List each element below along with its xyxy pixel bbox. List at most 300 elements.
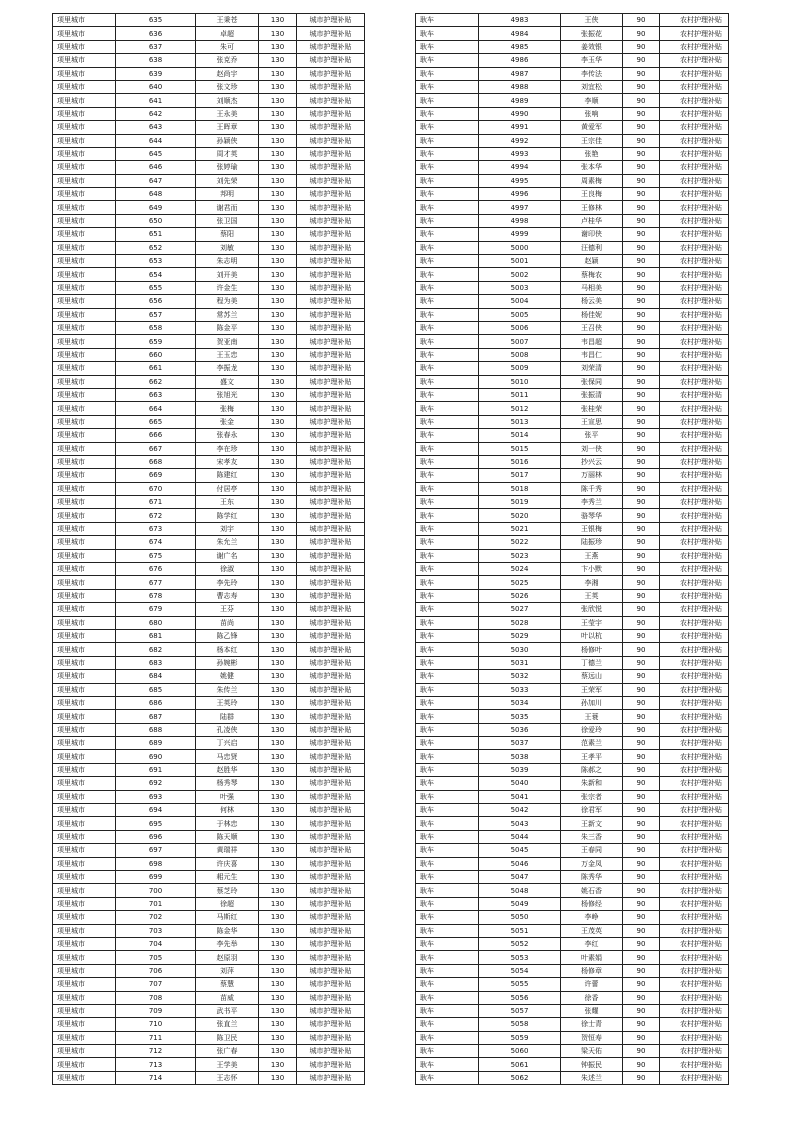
region-cell: 耿车	[416, 871, 479, 884]
number-cell: 641	[116, 94, 196, 107]
table-row	[416, 161, 729, 174]
region-cell: 耿车	[416, 469, 479, 482]
number-cell: 5035	[479, 710, 561, 723]
table-row	[416, 629, 729, 642]
amount-cell: 130	[259, 710, 297, 723]
region-cell: 耿车	[416, 1045, 479, 1058]
subsidy-type-cell: 农村护理补贴	[660, 844, 729, 857]
table-row	[53, 951, 365, 964]
number-cell: 5055	[479, 978, 561, 991]
region-cell: 项里城市	[53, 228, 116, 241]
name-cell: 何林	[196, 804, 259, 817]
name-cell: 王宗佳	[561, 134, 623, 147]
table-row	[53, 241, 365, 254]
region-cell: 项里城市	[53, 1058, 116, 1071]
number-cell: 5026	[479, 589, 561, 602]
region-cell: 耿车	[416, 388, 479, 401]
number-cell: 4987	[479, 67, 561, 80]
table-row	[416, 14, 729, 27]
name-cell: 蔡慧	[196, 978, 259, 991]
table-row	[416, 335, 729, 348]
amount-cell: 90	[623, 696, 660, 709]
number-cell: 5050	[479, 911, 561, 924]
subsidy-type-cell: 城市护理补贴	[297, 1071, 365, 1084]
amount-cell: 90	[623, 80, 660, 93]
region-cell: 耿车	[416, 255, 479, 268]
subsidy-type-cell: 农村护理补贴	[660, 54, 729, 67]
region-cell: 项里城市	[53, 576, 116, 589]
subsidy-type-cell: 农村护理补贴	[660, 201, 729, 214]
table-row	[53, 281, 365, 294]
subsidy-type-cell: 农村护理补贴	[660, 683, 729, 696]
subsidy-type-cell: 城市护理补贴	[297, 576, 365, 589]
table-row	[416, 348, 729, 361]
region-cell: 项里城市	[53, 281, 116, 294]
name-cell: 张直兰	[196, 1018, 259, 1031]
region-cell: 项里城市	[53, 871, 116, 884]
region-cell: 项里城市	[53, 94, 116, 107]
number-cell: 635	[116, 14, 196, 27]
name-cell: 徐君军	[561, 804, 623, 817]
table-row	[416, 710, 729, 723]
subsidy-type-cell: 城市护理补贴	[297, 589, 365, 602]
amount-cell: 130	[259, 951, 297, 964]
number-cell: 5009	[479, 362, 561, 375]
name-cell: 王孝平	[561, 750, 623, 763]
amount-cell: 90	[623, 268, 660, 281]
region-cell: 耿车	[416, 1018, 479, 1031]
subsidy-type-cell: 城市护理补贴	[297, 295, 365, 308]
amount-cell: 130	[259, 415, 297, 428]
table-row	[53, 536, 365, 549]
amount-cell: 130	[259, 937, 297, 950]
amount-cell: 130	[259, 281, 297, 294]
name-cell: 马相美	[561, 281, 623, 294]
region-cell: 耿车	[416, 750, 479, 763]
amount-cell: 130	[259, 509, 297, 522]
region-cell: 耿车	[416, 737, 479, 750]
name-cell: 卞小默	[561, 563, 623, 576]
region-cell: 项里城市	[53, 335, 116, 348]
amount-cell: 130	[259, 763, 297, 776]
name-cell: 李玉华	[561, 54, 623, 67]
subsidy-type-cell: 农村护理补贴	[660, 174, 729, 187]
region-cell: 项里城市	[53, 469, 116, 482]
name-cell: 叶以杭	[561, 629, 623, 642]
table-row	[53, 321, 365, 334]
region-cell: 项里城市	[53, 308, 116, 321]
region-cell: 项里城市	[53, 777, 116, 790]
name-cell: 张欣悦	[561, 603, 623, 616]
table-row	[416, 911, 729, 924]
name-cell: 王召侠	[561, 321, 623, 334]
amount-cell: 130	[259, 14, 297, 27]
subsidy-type-cell: 农村护理补贴	[660, 94, 729, 107]
amount-cell: 90	[623, 830, 660, 843]
subsidy-type-cell: 农村护理补贴	[660, 362, 729, 375]
region-cell: 耿车	[416, 589, 479, 602]
region-cell: 项里城市	[53, 696, 116, 709]
table-row	[416, 415, 729, 428]
name-cell: 蔡梅农	[561, 268, 623, 281]
region-cell: 项里城市	[53, 603, 116, 616]
table-row	[53, 563, 365, 576]
amount-cell: 130	[259, 737, 297, 750]
subsidy-type-cell: 城市护理补贴	[297, 536, 365, 549]
table-row	[53, 134, 365, 147]
subsidy-type-cell: 城市护理补贴	[297, 268, 365, 281]
table-row	[53, 1004, 365, 1017]
region-cell: 耿车	[416, 683, 479, 696]
region-cell: 项里城市	[53, 375, 116, 388]
table-row	[416, 576, 729, 589]
number-cell: 704	[116, 937, 196, 950]
name-cell: 赵胜华	[196, 763, 259, 776]
subsidy-type-cell: 城市护理补贴	[297, 107, 365, 120]
number-cell: 5062	[479, 1071, 561, 1084]
amount-cell: 90	[623, 348, 660, 361]
number-cell: 4985	[479, 40, 561, 53]
region-cell: 耿车	[416, 161, 479, 174]
subsidy-type-cell: 农村护理补贴	[660, 241, 729, 254]
amount-cell: 130	[259, 522, 297, 535]
amount-cell: 90	[623, 362, 660, 375]
amount-cell: 90	[623, 549, 660, 562]
subsidy-type-cell: 农村护理补贴	[660, 388, 729, 401]
region-cell: 耿车	[416, 442, 479, 455]
amount-cell: 90	[623, 911, 660, 924]
number-cell: 673	[116, 522, 196, 535]
name-cell: 丁德兰	[561, 656, 623, 669]
table-row	[53, 670, 365, 683]
number-cell: 644	[116, 134, 196, 147]
amount-cell: 130	[259, 683, 297, 696]
amount-cell: 90	[623, 174, 660, 187]
name-cell: 张梅	[196, 402, 259, 415]
region-cell: 项里城市	[53, 723, 116, 736]
number-cell: 637	[116, 40, 196, 53]
name-cell: 范素兰	[561, 737, 623, 750]
name-cell: 盛文	[196, 375, 259, 388]
table-row	[53, 1045, 365, 1058]
subsidy-type-cell: 城市护理补贴	[297, 603, 365, 616]
number-cell: 698	[116, 857, 196, 870]
table-row	[416, 1058, 729, 1071]
amount-cell: 130	[259, 67, 297, 80]
name-cell: 刘敏	[196, 241, 259, 254]
region-cell: 项里城市	[53, 121, 116, 134]
number-cell: 677	[116, 576, 196, 589]
table-row	[53, 429, 365, 442]
name-cell: 孔凌侠	[196, 723, 259, 736]
number-cell: 676	[116, 563, 196, 576]
table-row	[416, 656, 729, 669]
region-cell: 项里城市	[53, 937, 116, 950]
number-cell: 5040	[479, 777, 561, 790]
name-cell: 刘荣清	[561, 362, 623, 375]
number-cell: 667	[116, 442, 196, 455]
number-cell: 683	[116, 656, 196, 669]
name-cell: 张春永	[196, 429, 259, 442]
name-cell: 钟振民	[561, 1058, 623, 1071]
name-cell: 朱传兰	[196, 683, 259, 696]
amount-cell: 90	[623, 402, 660, 415]
amount-cell: 90	[623, 643, 660, 656]
region-cell: 项里城市	[53, 268, 116, 281]
table-row	[53, 616, 365, 629]
subsidy-type-cell: 城市护理补贴	[297, 978, 365, 991]
name-cell: 王银梅	[561, 522, 623, 535]
number-cell: 5013	[479, 415, 561, 428]
table-row	[416, 804, 729, 817]
region-cell: 项里城市	[53, 482, 116, 495]
number-cell: 642	[116, 107, 196, 120]
table-row	[53, 643, 365, 656]
region-cell: 耿车	[416, 522, 479, 535]
amount-cell: 130	[259, 295, 297, 308]
amount-cell: 130	[259, 964, 297, 977]
number-cell: 5053	[479, 951, 561, 964]
amount-cell: 90	[623, 817, 660, 830]
subsidy-type-cell: 农村护理补贴	[660, 522, 729, 535]
number-cell: 655	[116, 281, 196, 294]
number-cell: 640	[116, 80, 196, 93]
subsidy-type-cell: 农村护理补贴	[660, 442, 729, 455]
subsidy-type-cell: 农村护理补贴	[660, 496, 729, 509]
region-cell: 项里城市	[53, 201, 116, 214]
region-cell: 项里城市	[53, 1031, 116, 1044]
region-cell: 项里城市	[53, 670, 116, 683]
subsidy-type-cell: 农村护理补贴	[660, 576, 729, 589]
name-cell: 王良梅	[561, 188, 623, 201]
table-row	[416, 429, 729, 442]
subsidy-type-cell: 城市护理补贴	[297, 696, 365, 709]
amount-cell: 130	[259, 94, 297, 107]
amount-cell: 130	[259, 790, 297, 803]
amount-cell: 90	[623, 710, 660, 723]
amount-cell: 130	[259, 147, 297, 160]
name-cell: 王英玲	[196, 696, 259, 709]
name-cell: 张平	[561, 429, 623, 442]
number-cell: 689	[116, 737, 196, 750]
name-cell: 宋孝友	[196, 455, 259, 468]
amount-cell: 90	[623, 335, 660, 348]
number-cell: 648	[116, 188, 196, 201]
number-cell: 5016	[479, 455, 561, 468]
table-row	[53, 80, 365, 93]
number-cell: 684	[116, 670, 196, 683]
table-row	[53, 857, 365, 870]
amount-cell: 130	[259, 589, 297, 602]
subsidy-type-cell: 农村护理补贴	[660, 402, 729, 415]
table-row	[53, 750, 365, 763]
region-cell: 耿车	[416, 147, 479, 160]
amount-cell: 130	[259, 563, 297, 576]
table-row	[53, 696, 365, 709]
name-cell: 王志怀	[196, 1071, 259, 1084]
table-row	[416, 670, 729, 683]
subsidy-type-cell: 城市护理补贴	[297, 147, 365, 160]
table-row	[53, 549, 365, 562]
region-cell: 耿车	[416, 777, 479, 790]
region-cell: 耿车	[416, 174, 479, 187]
subsidy-type-cell: 农村护理补贴	[660, 656, 729, 669]
number-cell: 661	[116, 362, 196, 375]
subsidy-type-cell: 农村护理补贴	[660, 763, 729, 776]
region-cell: 耿车	[416, 603, 479, 616]
region-cell: 项里城市	[53, 455, 116, 468]
name-cell: 王燕	[561, 549, 623, 562]
subsidy-type-cell: 城市护理补贴	[297, 27, 365, 40]
table-row	[53, 830, 365, 843]
table-row	[416, 469, 729, 482]
number-cell: 5028	[479, 616, 561, 629]
subsidy-type-cell: 农村护理补贴	[660, 857, 729, 870]
number-cell: 5042	[479, 804, 561, 817]
subsidy-type-cell: 城市护理补贴	[297, 790, 365, 803]
region-cell: 耿车	[416, 978, 479, 991]
number-cell: 706	[116, 964, 196, 977]
number-cell: 5003	[479, 281, 561, 294]
table-row	[53, 817, 365, 830]
amount-cell: 130	[259, 335, 297, 348]
subsidy-type-cell: 城市护理补贴	[297, 710, 365, 723]
table-row	[53, 603, 365, 616]
region-cell: 耿车	[416, 308, 479, 321]
region-cell: 耿车	[416, 1071, 479, 1084]
name-cell: 邦明	[196, 188, 259, 201]
name-cell: 张本华	[561, 161, 623, 174]
subsidy-type-cell: 农村护理补贴	[660, 308, 729, 321]
subsidy-type-cell: 农村护理补贴	[660, 563, 729, 576]
table-row	[416, 924, 729, 937]
name-cell: 杨修章	[561, 964, 623, 977]
subsidy-type-cell: 城市护理补贴	[297, 509, 365, 522]
subsidy-type-cell: 农村护理补贴	[660, 737, 729, 750]
amount-cell: 130	[259, 1031, 297, 1044]
subsidy-type-cell: 城市护理补贴	[297, 522, 365, 535]
table-row	[416, 188, 729, 201]
table-row	[416, 763, 729, 776]
number-cell: 5061	[479, 1058, 561, 1071]
amount-cell: 130	[259, 670, 297, 683]
name-cell: 姚健	[196, 670, 259, 683]
amount-cell: 90	[623, 14, 660, 27]
name-cell: 王茂英	[561, 924, 623, 937]
name-cell: 耜元生	[196, 871, 259, 884]
name-cell: 王玉忠	[196, 348, 259, 361]
name-cell: 朱可	[196, 40, 259, 53]
table-row	[416, 978, 729, 991]
subsidy-type-cell: 农村护理补贴	[660, 897, 729, 910]
name-cell: 武书平	[196, 1004, 259, 1017]
table-row	[53, 201, 365, 214]
name-cell: 杨云美	[561, 295, 623, 308]
subsidy-type-cell: 城市护理补贴	[297, 375, 365, 388]
region-cell: 项里城市	[53, 295, 116, 308]
subsidy-type-cell: 城市护理补贴	[297, 134, 365, 147]
subsidy-type-cell: 农村护理补贴	[660, 1031, 729, 1044]
number-cell: 669	[116, 469, 196, 482]
amount-cell: 130	[259, 255, 297, 268]
region-cell: 项里城市	[53, 214, 116, 227]
name-cell: 抄兴云	[561, 455, 623, 468]
table-row	[416, 964, 729, 977]
name-cell: 万金凤	[561, 857, 623, 870]
table-row	[53, 737, 365, 750]
table-row	[416, 388, 729, 401]
amount-cell: 130	[259, 643, 297, 656]
subsidy-type-cell: 城市护理补贴	[297, 763, 365, 776]
region-cell: 耿车	[416, 496, 479, 509]
amount-cell: 130	[259, 496, 297, 509]
region-cell: 耿车	[416, 281, 479, 294]
region-cell: 项里城市	[53, 683, 116, 696]
subsidy-type-cell: 农村护理补贴	[660, 40, 729, 53]
number-cell: 675	[116, 549, 196, 562]
number-cell: 650	[116, 214, 196, 227]
region-cell: 项里城市	[53, 442, 116, 455]
name-cell: 王修林	[561, 201, 623, 214]
amount-cell: 90	[623, 147, 660, 160]
amount-cell: 90	[623, 723, 660, 736]
table-row	[416, 884, 729, 897]
number-cell: 692	[116, 777, 196, 790]
number-cell: 643	[116, 121, 196, 134]
region-cell: 耿车	[416, 830, 479, 843]
region-cell: 项里城市	[53, 1018, 116, 1031]
table-row	[416, 54, 729, 67]
table-row	[53, 522, 365, 535]
number-cell: 636	[116, 27, 196, 40]
name-cell: 张卫国	[196, 214, 259, 227]
amount-cell: 130	[259, 429, 297, 442]
region-cell: 耿车	[416, 629, 479, 642]
table-row	[416, 107, 729, 120]
amount-cell: 90	[623, 415, 660, 428]
number-cell: 5058	[479, 1018, 561, 1031]
table-row	[416, 1018, 729, 1031]
subsidy-type-cell: 城市护理补贴	[297, 1004, 365, 1017]
amount-cell: 90	[623, 161, 660, 174]
region-cell: 项里城市	[53, 321, 116, 334]
table-row	[53, 496, 365, 509]
name-cell: 刘萍	[196, 964, 259, 977]
table-row	[53, 790, 365, 803]
name-cell: 刘一侠	[561, 442, 623, 455]
table-row	[53, 589, 365, 602]
amount-cell: 130	[259, 723, 297, 736]
name-cell: 曹志寿	[196, 589, 259, 602]
amount-cell: 90	[623, 763, 660, 776]
amount-cell: 90	[623, 1004, 660, 1017]
amount-cell: 130	[259, 871, 297, 884]
amount-cell: 130	[259, 188, 297, 201]
number-cell: 5017	[479, 469, 561, 482]
amount-cell: 130	[259, 442, 297, 455]
region-cell: 项里城市	[53, 241, 116, 254]
name-cell: 张保同	[561, 375, 623, 388]
number-cell: 5033	[479, 683, 561, 696]
table-row	[53, 67, 365, 80]
amount-cell: 90	[623, 844, 660, 857]
amount-cell: 130	[259, 174, 297, 187]
number-cell: 5024	[479, 563, 561, 576]
number-cell: 639	[116, 67, 196, 80]
number-cell: 4999	[479, 228, 561, 241]
name-cell: 王东	[196, 496, 259, 509]
number-cell: 5043	[479, 817, 561, 830]
